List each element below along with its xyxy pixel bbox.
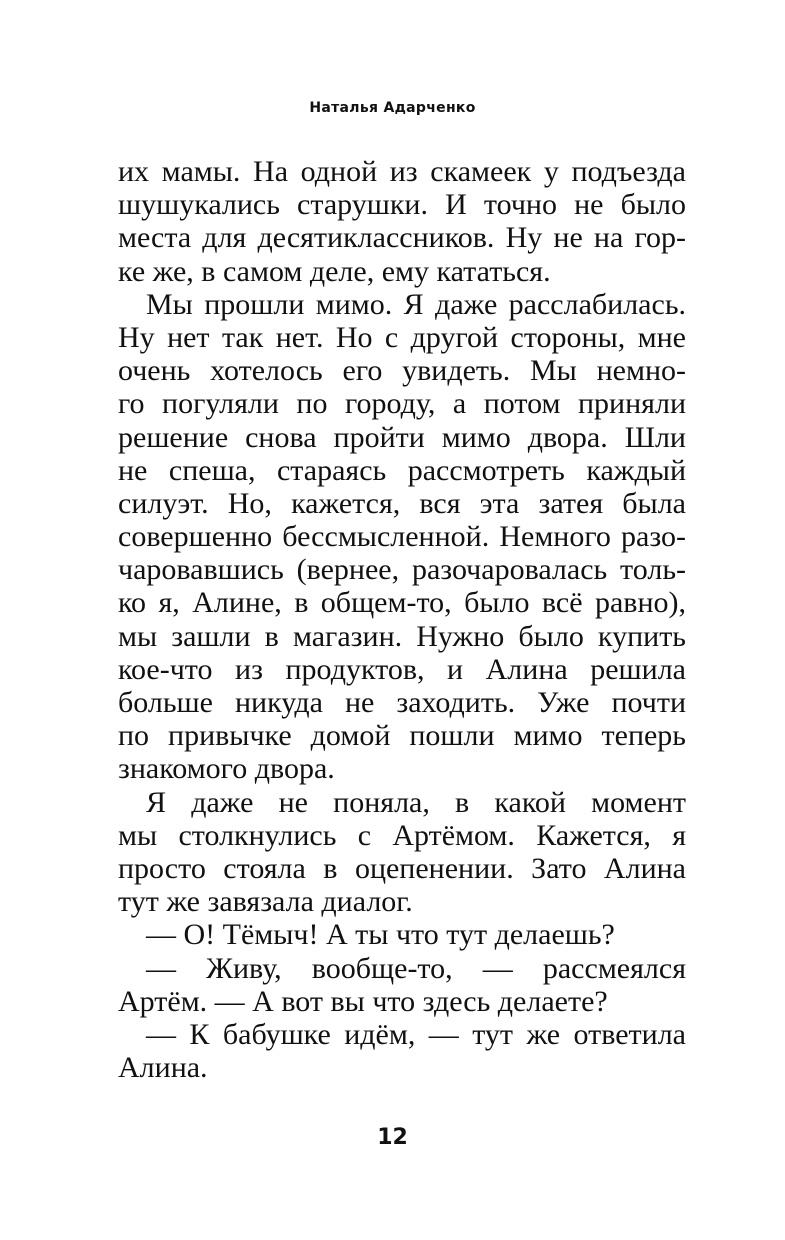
paragraph-start-line: Мы прошли мимо. Я даже расслабилась. [146, 287, 686, 321]
text-line: мы зашли в магазин. Нужно было купить [118, 619, 686, 653]
text-line: Артём. — А вот вы что здесь делаете? [118, 984, 608, 1018]
running-header-author: Наталья Адарченко [309, 100, 476, 116]
body-text [118, 155, 686, 1084]
text-line: Алина. [118, 1051, 208, 1085]
text-line: ке же, в самом деле, ему кататься. [118, 254, 551, 288]
text-line: по привычке домой пошли мимо теперь [118, 719, 686, 753]
text-line: их мамы. На одной из скамеек у подъезда [118, 155, 686, 188]
dialogue-line: — К бабушке идём, — тут же ответила [146, 1017, 686, 1051]
text-line: очень хотелось его увидеть. Мы немно- [118, 354, 686, 388]
text-line: знакомого двора. [118, 752, 335, 786]
text-line: силуэт. Но, кажется, вся эта затея была [118, 486, 686, 520]
text-line: шушукались старушки. И точно не было [118, 188, 686, 222]
text-line: не спеша, стараясь рассмотреть каждый [118, 453, 686, 487]
text-line: тут же завязала диалог. [118, 885, 413, 919]
text-line: мы столкнулись с Артёмом. Кажется, я [118, 818, 686, 852]
page-number: 12 [377, 1125, 408, 1150]
text-line: просто стояла в оцепенении. Зато Алина [118, 851, 686, 885]
text-line: больше никуда не заходить. Уже почти [118, 686, 686, 719]
text-line: места для десятиклассников. Ну не на гор- [118, 221, 686, 255]
text-line: го погуляли по городу, а потом приняли [118, 387, 686, 421]
dialogue-line: — Живу, вообще-то, — рассмеялся [146, 951, 686, 985]
text-line: ко я, Алине, в общем-то, было всё равно), [118, 586, 686, 620]
text-line: решение снова пройти мимо двора. Шли [118, 420, 686, 454]
paragraph-start-line: Я даже не поняла, в какой момент [146, 785, 686, 819]
text-line: совершенно бессмысленной. Немного разо- [118, 520, 686, 554]
dialogue-line: — О! Тёмыч! А ты что тут делаешь? [146, 918, 615, 952]
text-line: кое-что из продуктов, и Алина решила [118, 652, 686, 686]
text-line: Ну нет так нет. Но с другой стороны, мне [118, 320, 686, 354]
text-line: чаровавшись (вернее, разочаровалась толь- [118, 553, 686, 587]
